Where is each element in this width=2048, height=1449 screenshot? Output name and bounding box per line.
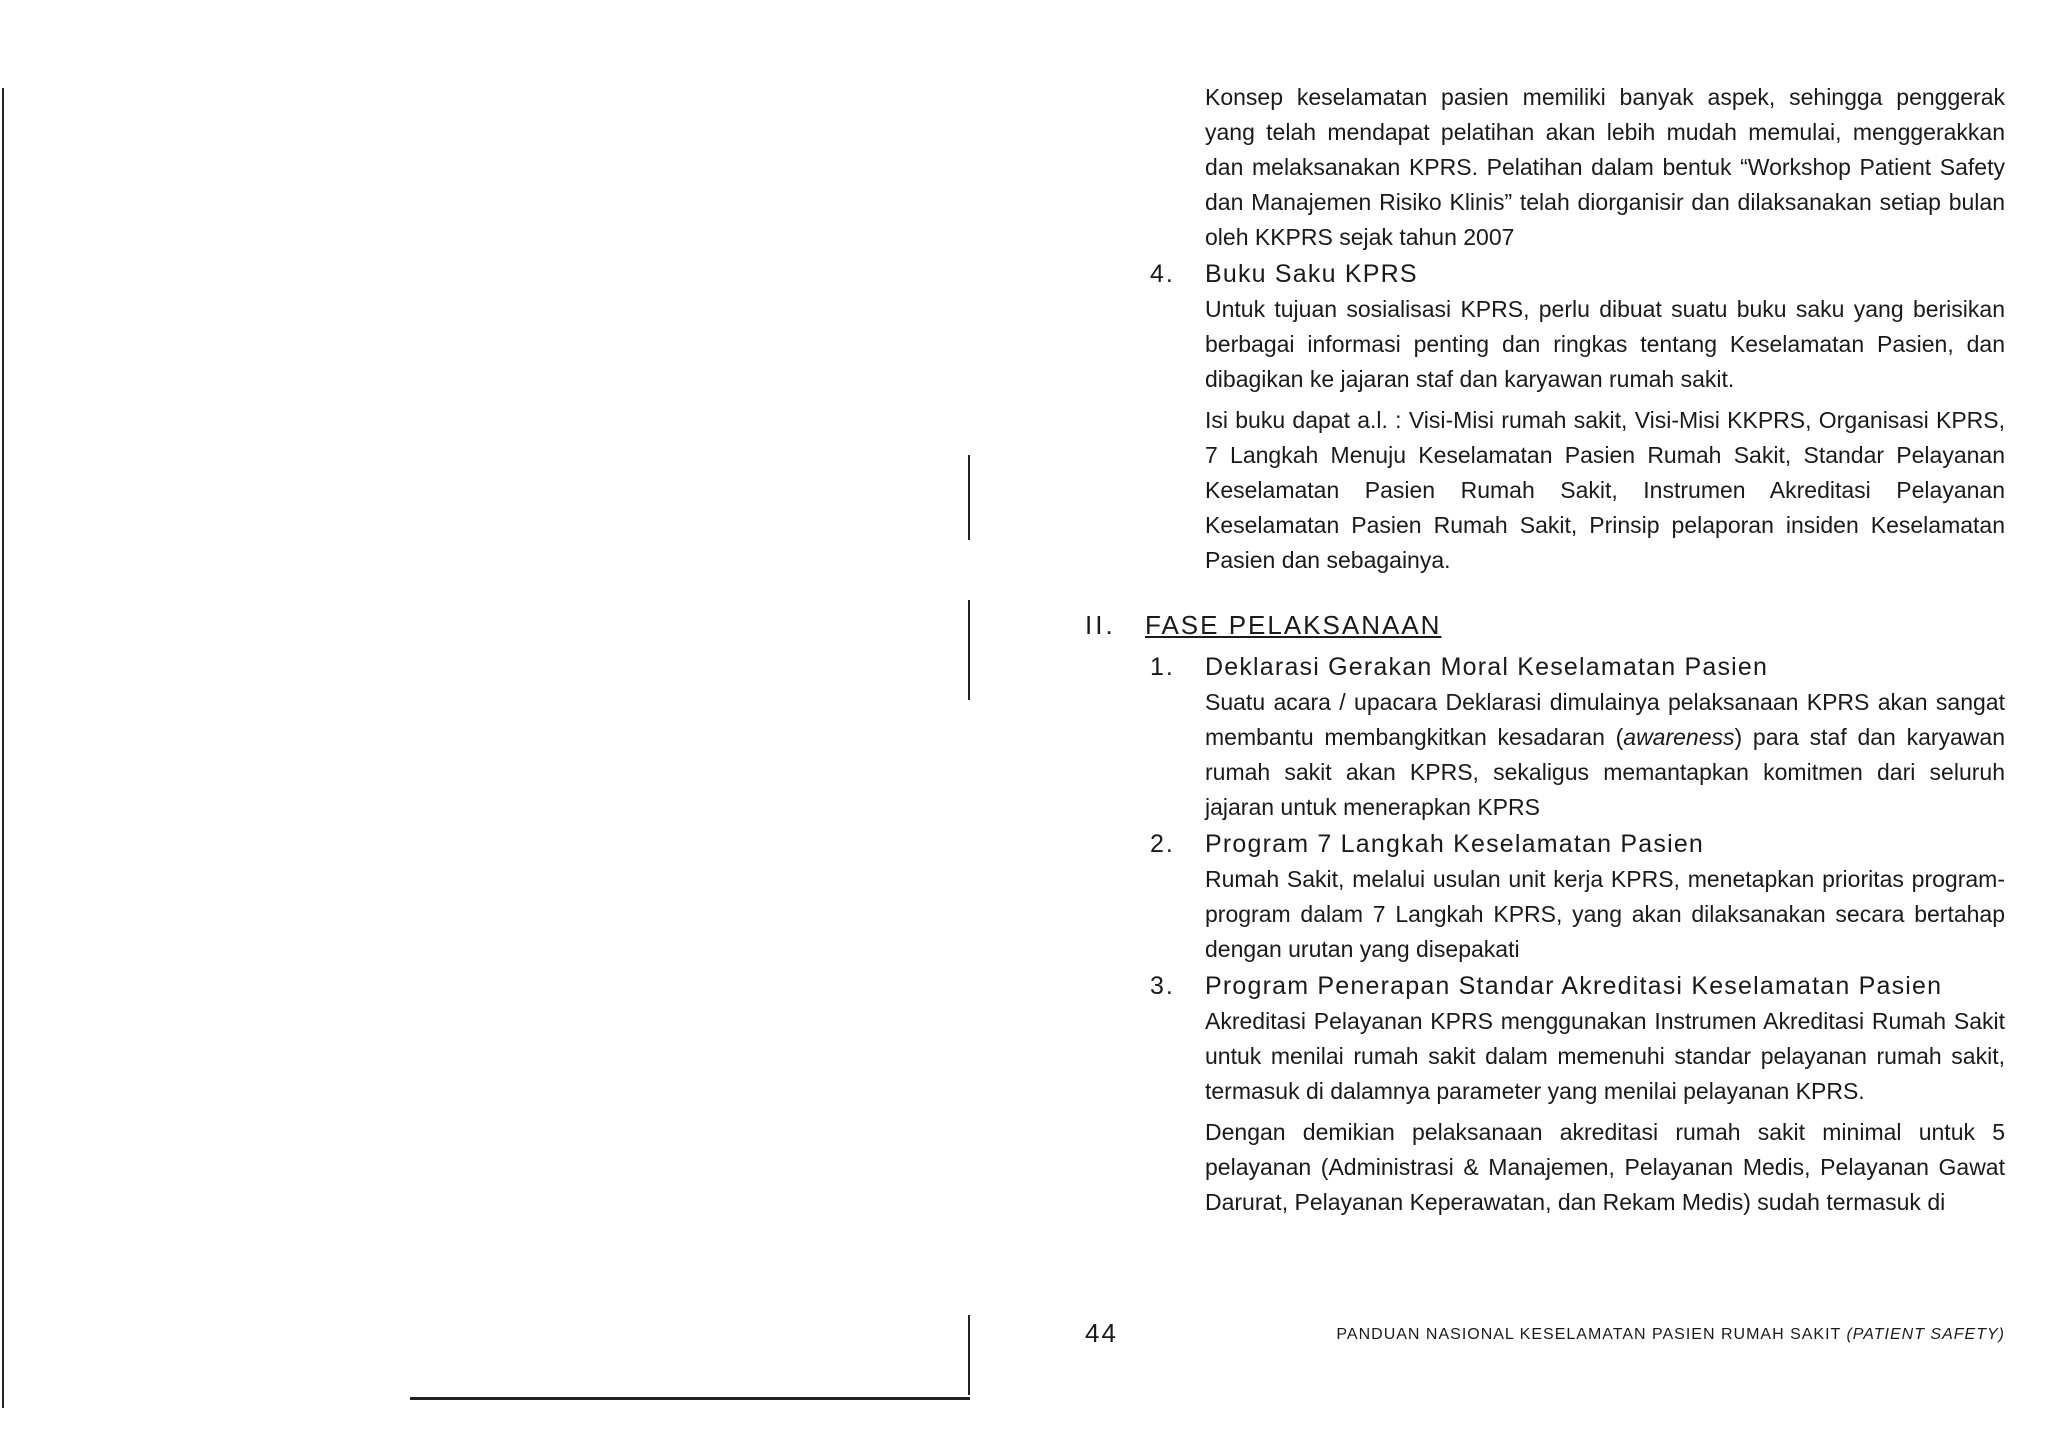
section-number: II. <box>1085 610 1116 640</box>
section-heading <box>1085 608 2005 648</box>
item-4 <box>1085 257 2005 292</box>
item-1 <box>1085 650 2005 685</box>
gutter-line <box>968 600 970 700</box>
item-4-paragraph: Untuk tujuan sosialisasi KPRS, perlu dibuat suatu buku saku yang berisikan berbagai informasi penting dan ringkas tentang Keselamatan Pasien, dan dibagikan ke jajaran staf dan karyawan rumah sakit. <box>1205 296 2005 392</box>
running-title-text: PANDUAN NASIONAL KESELAMATAN PASIEN RUMAH SAKIT <box>1336 1326 1842 1343</box>
left-page-edge-line <box>2 88 4 1408</box>
item-number: 4. <box>1150 260 1175 288</box>
running-title <box>1336 1326 2005 1344</box>
gutter-line <box>968 460 969 495</box>
item-3-paragraph: Dengan demikian pelaksanaan akreditasi rumah sakit minimal untuk 5 pelayanan (Administrasi & Manajemen, Pelayanan Medis, Pelayanan Gawat Darurat, Pelayanan Keperawatan, dan Rekam Medis) sudah termasuk di <box>1205 1119 2005 1215</box>
page-number: 44 <box>1085 1318 1118 1348</box>
item-heading: Program 7 Langkah Keselamatan Pasien <box>1205 830 1705 858</box>
item-heading: Deklarasi Gerakan Moral Keselamatan Pasien <box>1205 653 1769 681</box>
running-title-italic: (PATIENT SAFETY) <box>1846 1326 2005 1343</box>
item-3-paragraph: Akreditasi Pelayanan KPRS menggunakan Instrumen Akreditasi Rumah Sakit untuk menilai rumah sakit dalam memenuhi standar pelayanan rumah sakit, termasuk di dalamnya parameter yang menilai pelayanan KPRS. <box>1205 1008 2005 1104</box>
item-3 <box>1085 969 2005 1004</box>
item-4-paragraph: Isi buku dapat a.l. : Visi-Misi rumah sakit, Visi-Misi KKPRS, Organisasi KPRS, 7 Langkah Menuju Keselamatan Pasien Rumah Sakit, Standar Pelayanan Keselamatan Pasien Rumah Sakit, Instrumen Akreditasi Pelayanan Keselamatan Pasien Rumah Sakit, Prinsip pelaporan insiden Keselamatan Pasien dan sebagainya. <box>1205 407 2005 573</box>
item-1-paragraph <box>1205 685 2005 825</box>
section-title: FASE PELAKSANAAN <box>1145 610 1442 640</box>
page-footer <box>1085 1318 2005 1358</box>
text-segment: Suatu acara / upacara Deklarasi dimulainya pelaksanaan KPRS akan sangat membantu membangkitkan kesadaran ( <box>1205 689 2005 750</box>
intro-paragraph: Konsep keselamatan pasien memiliki banyak aspek, sehingga penggerak yang telah mendapat pelatihan akan lebih mudah memulai, menggerakkan dan melaksanakan KPRS. Pelatihan dalam bentuk “Workshop Patient Safety dan Manajemen Risiko Klinis” telah diorganisir dan dilaksanakan setiap bulan oleh KKPRS sejak tahun 2007 <box>1205 84 2005 250</box>
page-content <box>1085 80 2005 1220</box>
item-2-paragraph: Rumah Sakit, melalui usulan unit kerja KPRS, menetapkan prioritas program-program dalam 7 Langkah KPRS, yang akan dilaksanakan secara bertahap dengan urutan yang disepakati <box>1205 866 2005 962</box>
italic-term: awareness <box>1623 724 1735 750</box>
bottom-edge-line <box>410 1397 970 1400</box>
item-heading: Buku Saku KPRS <box>1205 260 1418 288</box>
item-number: 3. <box>1150 972 1175 1000</box>
gutter-line <box>968 1315 970 1395</box>
item-2 <box>1085 827 2005 862</box>
item-heading: Program Penerapan Standar Akreditasi Keselamatan Pasien <box>1205 972 1943 1000</box>
item-number: 1. <box>1150 653 1175 681</box>
item-number: 2. <box>1150 830 1175 858</box>
text-segment: ) para staf dan karyawan rumah sakit akan KPRS, sekaligus memantapkan komitmen dari seluruh jajaran untuk menerapkan KPRS <box>1205 724 2005 820</box>
